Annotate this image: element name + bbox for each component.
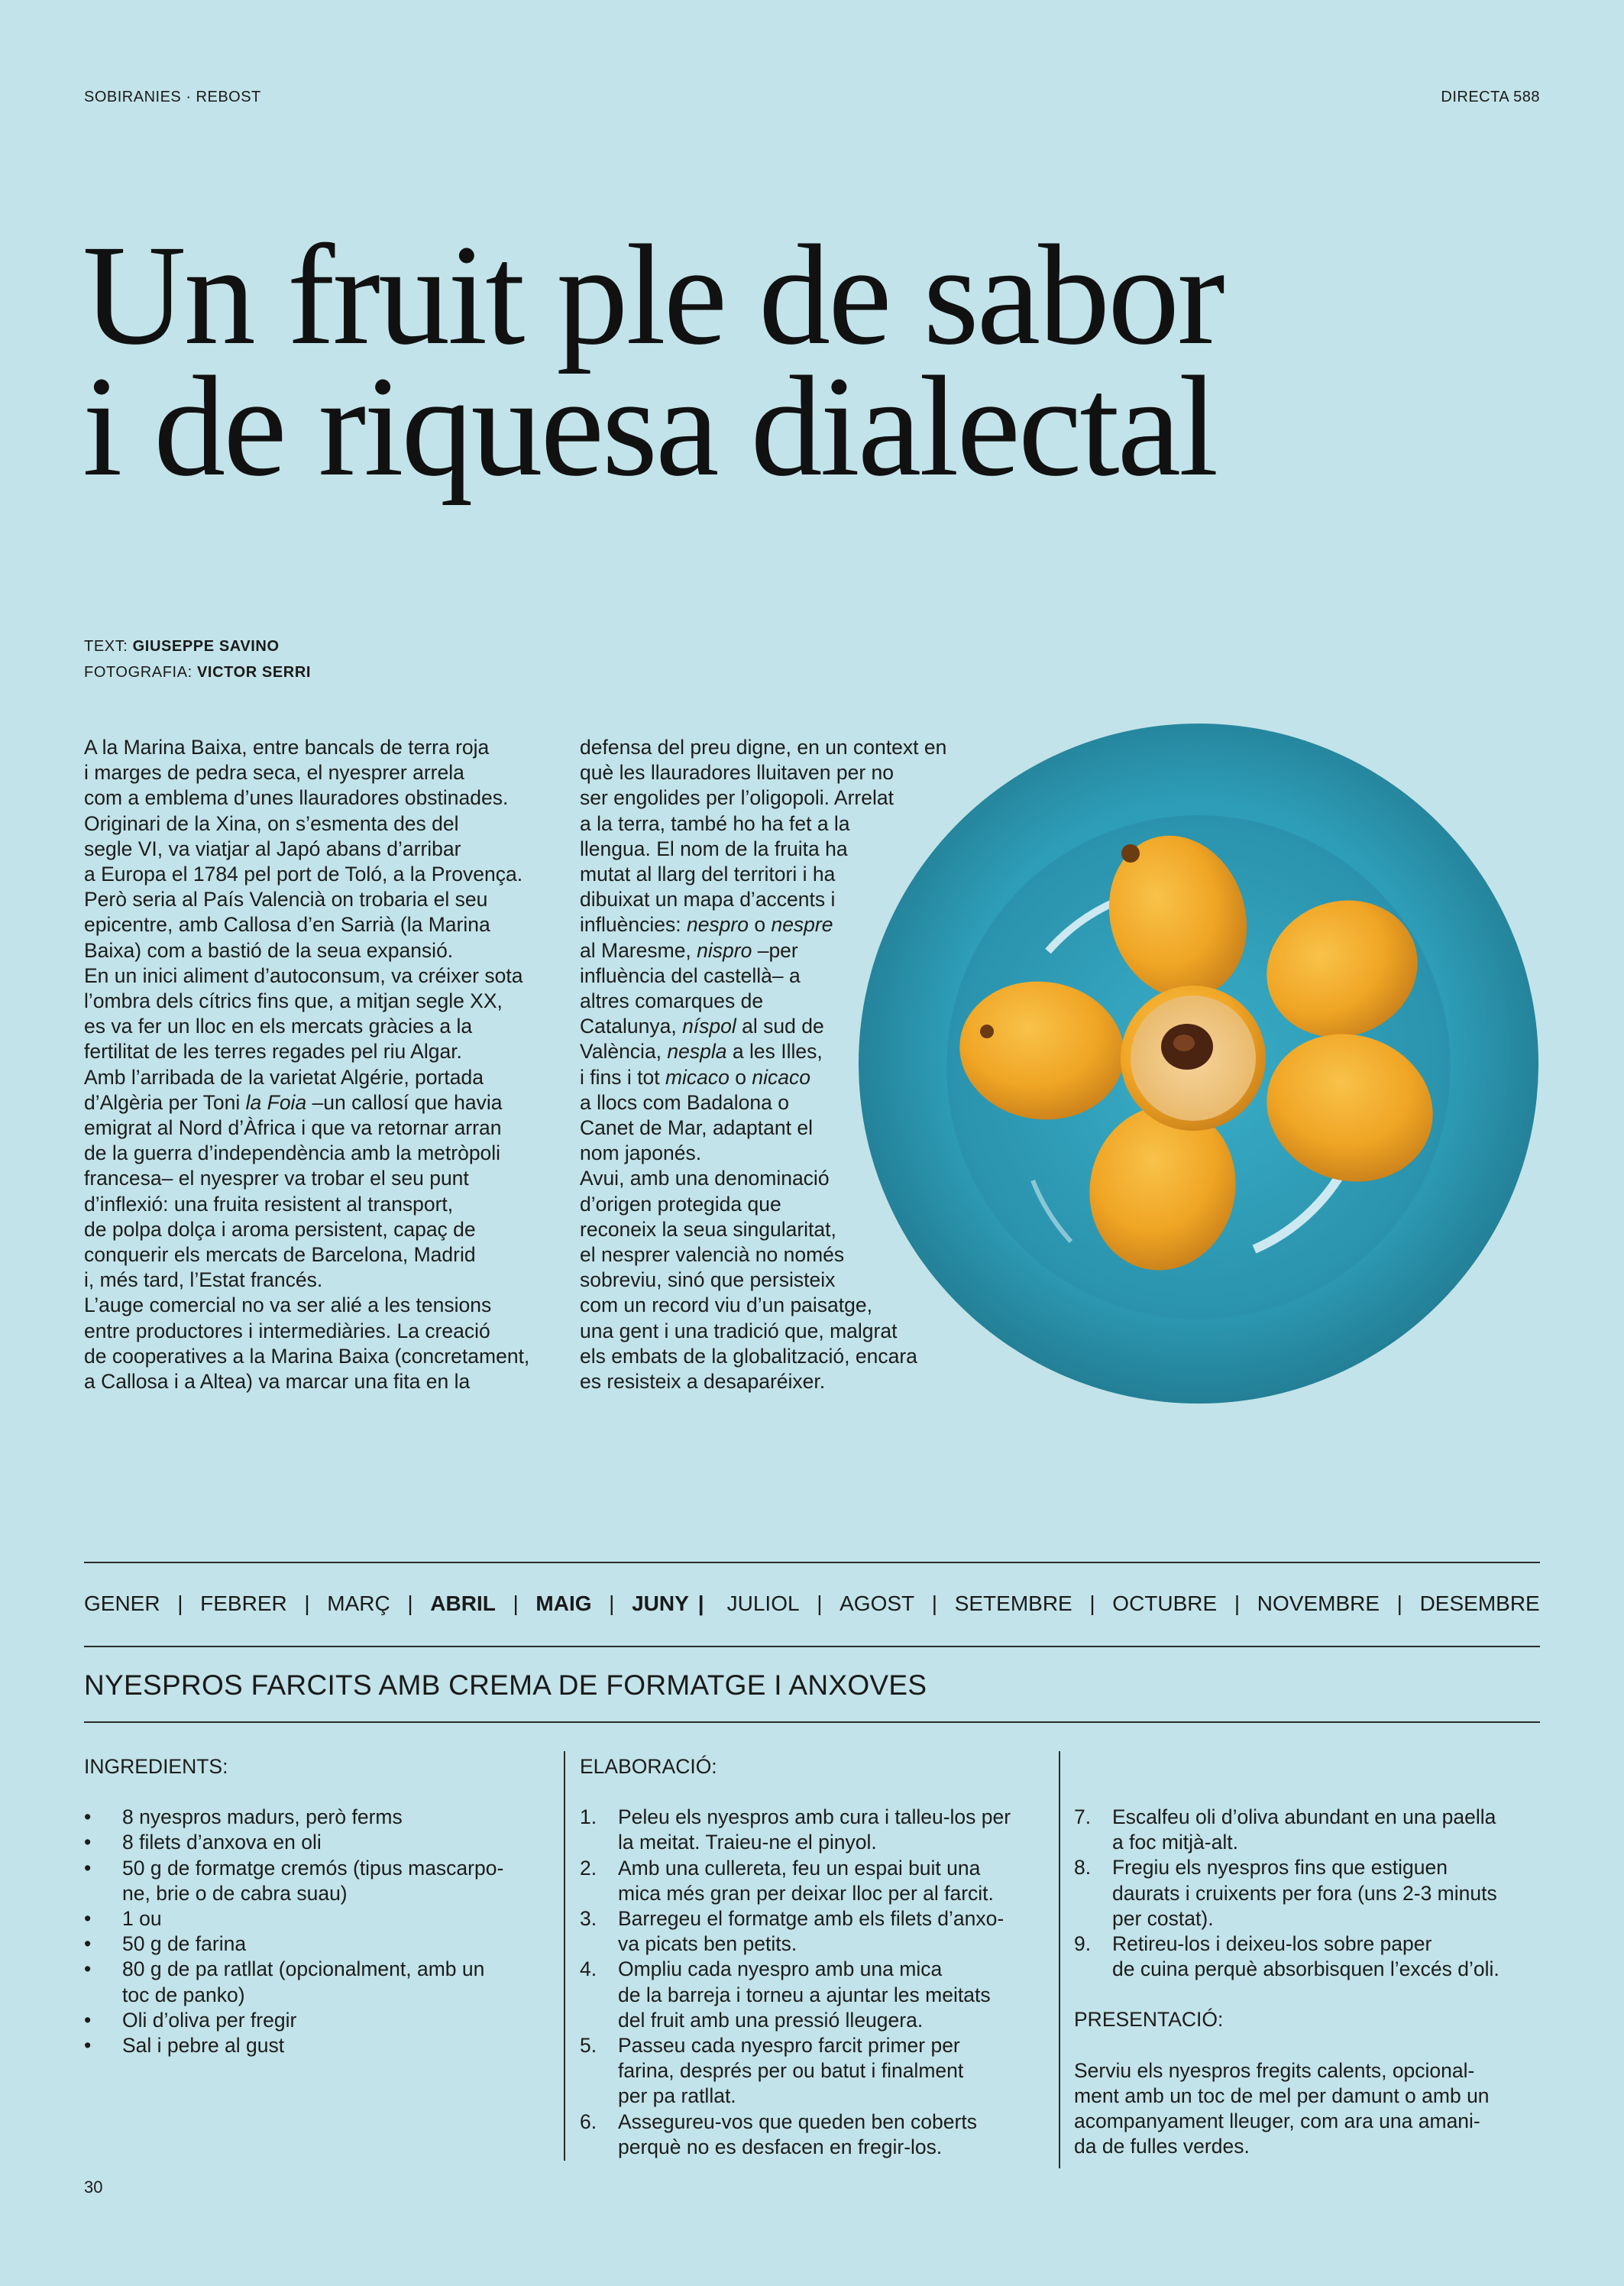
recipe-step — [580, 2033, 1053, 2110]
step-text: Assegureu-vos que queden ben coberts — [618, 2110, 977, 2133]
article-line: entre productores i intermediàries. La creació — [84, 1319, 490, 1342]
elaboration-column — [580, 1754, 1053, 2160]
recipe-step — [1074, 1855, 1548, 1931]
month-separator: | — [407, 1591, 413, 1615]
recipe-step — [580, 1906, 1053, 1957]
step-number: 8. — [1074, 1856, 1092, 1880]
ingredient-item: • 50 g de farina — [84, 1931, 558, 1957]
ingredient-text: 80 g de pa ratllat (opcionalment, amb un — [122, 1957, 485, 1981]
page-title — [82, 215, 1534, 506]
article-line: fertilitat de les terres regades pel riu Algar. — [84, 1040, 462, 1064]
title-line-1: Un fruit ple de sabor — [82, 215, 1223, 374]
ingredient-item: • 8 filets d’anxova en oli — [84, 1830, 558, 1855]
article-line: a Europa el 1784 pel port de Toló, a la Provença. — [84, 863, 523, 886]
recipe-step — [580, 1805, 1053, 1855]
article-line: Amb l’arribada de la varietat Algérie, portada — [84, 1065, 484, 1089]
month-octubre: OCTUBRE — [1112, 1591, 1218, 1615]
step-text: del fruit amb una pressió lleugera. — [618, 2008, 924, 2032]
month-juliol: JULIOL — [726, 1591, 800, 1615]
article-line: a la terra, també ho ha fet a la — [580, 811, 850, 835]
article-line: què les llauradores lluitaven per no — [580, 761, 894, 785]
article-line: dibuixat un mapa d’accents i — [580, 888, 836, 911]
article-line: mutat al llarg del territori i ha — [580, 863, 836, 886]
article-line: es va fer un lloc en els mercats gràcies a la — [84, 1015, 473, 1038]
ingredient-text: 8 nyespros madurs, però ferms — [122, 1805, 403, 1829]
month-novembre: NOVEMBRE — [1257, 1591, 1380, 1615]
steps-list-1 — [580, 1805, 1053, 2160]
months-bottom-rule — [84, 1646, 1540, 1647]
article-line: d’origen protegida que — [580, 1192, 781, 1216]
step-number: 2. — [580, 1856, 597, 1880]
article-line: segle VI, va viatjar al Japó abans d’arribar — [84, 837, 461, 860]
step-text: Escalfeu oli d’oliva abundant en una paella — [1112, 1805, 1496, 1828]
presentation-text — [1074, 2058, 1548, 2160]
ingredient-item: • Sal i pebre al gust — [84, 2033, 558, 2058]
plate-illustration — [857, 722, 1541, 1406]
ingredient-text: Oli d’oliva per fregir — [122, 2008, 297, 2032]
step-text: mica més gran per deixar lloc per al farcit. — [618, 1881, 994, 1905]
steps-list-2 — [1074, 1805, 1548, 1982]
article-line: Avui, amb una denominació — [580, 1167, 830, 1190]
step-number: 3. — [580, 1907, 597, 1931]
article-line: influència del castellà– a — [580, 963, 801, 987]
ingredient-item: • 80 g de pa ratllat (opcionalment, amb un toc de panko) — [84, 1957, 558, 2007]
article-line: una gent i una tradició que, malgrat — [580, 1319, 898, 1342]
article-line: Baixa) com a bastió de la seua expansió. — [84, 938, 454, 962]
article-line: Catalunya, níspol al sud de — [580, 1015, 824, 1038]
article-line: reconeix la seua singularitat, — [580, 1217, 836, 1241]
article-line: d’inflexió: una fruita resistent al transport, — [84, 1192, 454, 1216]
recipe-step — [580, 1957, 1053, 2033]
step-text: farina, després per ou batut i finalment — [618, 2059, 964, 2083]
step-number: 9. — [1074, 1932, 1092, 1956]
photo-credit — [84, 659, 311, 685]
ingredients-list — [84, 1805, 558, 2058]
ingredient-text: toc de panko) — [122, 1983, 245, 2006]
article-line: nom japonés. — [580, 1141, 702, 1165]
step-number: 6. — [580, 2110, 597, 2133]
title-line-2: i de riquesa dialectal — [82, 346, 1217, 506]
step-text: la meitat. Traieu-ne el pinyol. — [618, 1831, 877, 1854]
step-text: perquè no es desfacen en fregir-los. — [618, 2135, 943, 2158]
section-label: SOBIRANIES · REBOST — [84, 89, 261, 105]
article-line: com un record viu d’un paisatge, — [580, 1294, 872, 1317]
recipe-step — [580, 2110, 1053, 2160]
credits — [84, 633, 311, 685]
ingredient-text: ne, brie o de cabra suau) — [122, 1881, 348, 1905]
article-line: altres comarques de — [580, 989, 764, 1013]
step-text: Passeu cada nyespro farcit primer per — [618, 2034, 960, 2058]
month-separator: | — [177, 1591, 183, 1615]
step-text: Amb una cullereta, feu un espai buit una — [618, 1856, 981, 1880]
article-column-1 — [84, 735, 573, 1394]
article-line: a Callosa i a Altea) va marcar una fita en la — [84, 1370, 471, 1394]
article-line: ser engolides per l’oligopoli. Arrelat — [580, 786, 894, 810]
ingredient-item: • 1 ou — [84, 1906, 558, 1931]
article-line: francesa– el nyesprer va trobar el seu punt — [84, 1167, 469, 1190]
step-text: va picats ben petits. — [618, 1932, 797, 1956]
month-maig: MAIG — [535, 1591, 592, 1615]
recipe-divider-1 — [564, 1751, 565, 2161]
issue-label: DIRECTA 588 — [1441, 89, 1540, 105]
month-separator: | — [609, 1591, 615, 1615]
presentation-line: ment amb un toc de mel per damunt o amb un — [1074, 2084, 1490, 2107]
ingredient-text: 50 g de formatge cremós (tipus mascarpo- — [122, 1856, 504, 1880]
ingredient-item: • Oli d’oliva per fregir — [84, 2008, 558, 2033]
month-separator: | — [1396, 1591, 1402, 1615]
month-abril: ABRIL — [430, 1591, 496, 1615]
month-febrer: FEBRER — [200, 1591, 287, 1615]
step-number: 4. — [580, 1957, 597, 1981]
recipe-title-rule — [84, 1721, 1540, 1723]
article-line: i marges de pedra seca, el nyesprer arrela — [84, 761, 464, 785]
recipe-title: NYESPROS FARCITS AMB CREMA DE FORMATGE I ANXOVES — [84, 1669, 927, 1701]
article-line: A la Marina Baixa, entre bancals de terra roja — [84, 736, 490, 759]
article-line: els embats de la globalització, encara — [580, 1344, 917, 1368]
presentation-line: Serviu els nyespros fregits calents, opcional- — [1074, 2058, 1475, 2082]
text-credit-label: TEXT: — [84, 638, 128, 655]
step-text: Peleu els nyespros amb cura i talleu-los per — [618, 1805, 1011, 1829]
step-text: de cuina perquè absorbisquen l’excés d’oli. — [1112, 1957, 1499, 1981]
step-text: per costat). — [1112, 1906, 1214, 1930]
ingredient-text: Sal i pebre al gust — [122, 2034, 285, 2058]
ingredients-column — [84, 1754, 558, 2058]
month-març: MARÇ — [327, 1591, 390, 1615]
article-line: el nesprer valencià no només — [580, 1243, 845, 1267]
photo-credit-author: VICTOR SERRI — [196, 664, 312, 681]
step-text: Barregeu el formatge amb els filets d’anxo- — [618, 1907, 1004, 1931]
article-line: de cooperatives a la Marina Baixa (concretament, — [84, 1344, 530, 1368]
article-line: i, més tard, l’Estat francés. — [84, 1268, 323, 1292]
step-text: a foc mitjà-alt. — [1112, 1831, 1238, 1854]
presentation-line: acompanyament lleuger, com ara una amani- — [1074, 2110, 1480, 2133]
step-number: 7. — [1074, 1805, 1092, 1828]
step-number: 5. — [580, 2034, 597, 2058]
article-line: sobreviu, sinó que persisteix — [580, 1268, 836, 1292]
article-line: conquerir els mercats de Barcelona, Madrid — [84, 1243, 476, 1267]
month-juny: JUNY — [632, 1591, 689, 1615]
step-text: daurats i cruixents per fora (uns 2-3 minuts — [1112, 1881, 1497, 1905]
loquat-center-cut — [1121, 986, 1266, 1131]
text-credit-author: GIUSEPPE SAVINO — [132, 638, 280, 655]
article-line: emigrat al Nord d’Àfrica i que va retornar arran — [84, 1116, 502, 1140]
recipe-divider-2 — [1059, 1751, 1060, 2168]
month-separator: | — [304, 1591, 310, 1615]
step-text: Retireu-los i deixeu-los sobre paper — [1112, 1932, 1432, 1956]
step-text: Fregiu els nyespros fins que estiguen — [1112, 1856, 1448, 1880]
article-line: al Maresme, nispro –per — [580, 938, 798, 962]
article-line: Originari de la Xina, on s’esmenta des del — [84, 811, 459, 835]
article-line: a llocs com Badalona o — [580, 1090, 789, 1114]
step-number: 1. — [580, 1805, 597, 1829]
article-line: Canet de Mar, adaptant el — [580, 1116, 813, 1140]
month-setembre: SETEMBRE — [954, 1591, 1072, 1615]
article-line: llengua. El nom de la fruita ha — [580, 837, 848, 860]
month-separator: | — [817, 1591, 823, 1615]
ingredient-text: 8 filets d’anxova en oli — [122, 1831, 322, 1854]
month-separator: | — [697, 1591, 704, 1615]
article-line: Però seria al País Valencià on trobaria el seu — [84, 888, 488, 911]
recipe-step — [1074, 1931, 1548, 1982]
presentation-line: da de fulles verdes. — [1074, 2135, 1250, 2158]
month-agost: AGOST — [839, 1591, 915, 1615]
month-separator: | — [1089, 1591, 1095, 1615]
elaboration-heading: ELABORACIÓ: — [580, 1755, 717, 1778]
ingredient-text: 50 g de farina — [122, 1932, 247, 1956]
months-top-rule — [84, 1562, 1540, 1563]
article-line: epicentre, amb Callosa d’en Sarrià (la Marina — [84, 913, 490, 937]
month-desembre: DESEMBRE — [1419, 1591, 1540, 1615]
page-number: 30 — [84, 2178, 103, 2197]
article-line: i fins i tot micaco o nicaco — [580, 1065, 810, 1089]
article-line: En un inici aliment d’autoconsum, va créixer sota — [84, 963, 523, 987]
article-line: com a emblema d’unes llauradores obstinades. — [84, 786, 509, 810]
article-line: influències: nespro o nespre — [580, 913, 833, 937]
article-line: L’auge comercial no va ser alié a les tensions — [84, 1294, 492, 1317]
step-text: per pa ratllat. — [618, 2084, 736, 2108]
text-credit — [84, 633, 311, 659]
article-line: València, nespla a les Illes, — [580, 1040, 823, 1064]
article-line: de polpa dolça i aroma persistent, capaç de — [84, 1217, 476, 1241]
elaboration-column-2 — [1074, 1805, 1548, 2159]
photo-credit-label: FOTOGRAFIA: — [84, 664, 192, 681]
recipe-step — [1074, 1805, 1548, 1855]
month-separator: | — [513, 1591, 519, 1615]
month-separator: | — [1234, 1591, 1241, 1615]
loquat-plate-photo — [857, 722, 1541, 1406]
ingredient-text: 1 ou — [122, 1907, 162, 1931]
month-gener: GENER — [84, 1591, 160, 1615]
article-line: es resisteix a desaparéixer. — [580, 1370, 826, 1394]
article-line: de la guerra d’independència amb la metròpoli — [84, 1141, 501, 1165]
step-text: de la barreja i torneu a ajuntar les meitats — [618, 1983, 991, 2006]
ingredient-item: • 8 nyespros madurs, però ferms — [84, 1805, 558, 1830]
step-text: Ompliu cada nyespro amb una mica — [618, 1957, 943, 1981]
ingredient-item: • 50 g de formatge cremós (tipus mascarpo- ne, brie o de cabra suau) — [84, 1856, 558, 1906]
month-separator: | — [931, 1591, 938, 1615]
article-line: l’ombra dels cítrics fins que, a mitjan segle XX, — [84, 989, 503, 1013]
season-months — [84, 1591, 1540, 1616]
recipe-step — [580, 1856, 1053, 1906]
article-line: defensa del preu digne, en un context en — [580, 736, 947, 759]
article-line: d’Algèria per Toni la Foia –un callosí que havia — [84, 1090, 503, 1114]
ingredients-heading: INGREDIENTS: — [84, 1755, 228, 1778]
presentation-heading: PRESENTACIÓ: — [1074, 2008, 1224, 2032]
